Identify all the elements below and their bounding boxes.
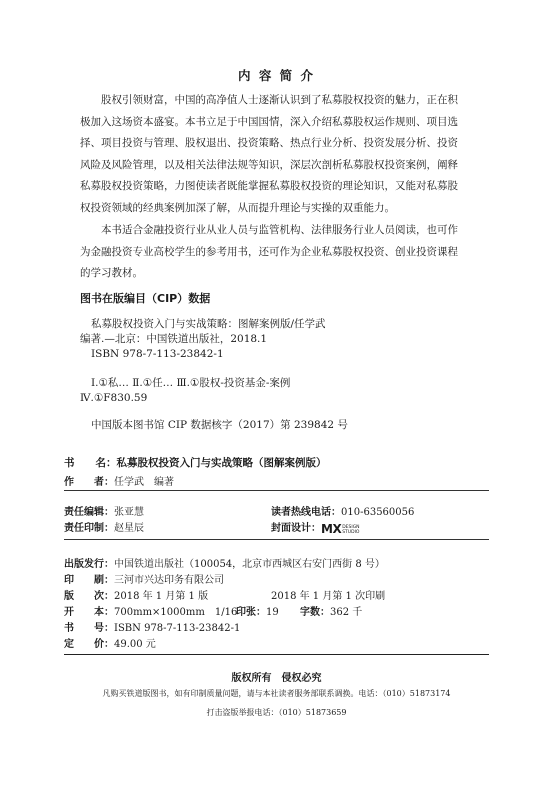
printing-value: 2018 年 1 月第 1 次印刷 <box>271 591 386 602</box>
book-author-value: 任学武 编著 <box>114 477 174 488</box>
book-title-row <box>64 455 327 470</box>
book-author-row <box>64 473 174 488</box>
intro-line: 本书适合金融投资行业从业人员与监管机构、法律服务行业人员阅读，也可作 <box>101 224 458 236</box>
format-value: 700mm×1000mm 1/16 <box>114 607 238 618</box>
cip-heading: 图书在版编目（CIP）数据 <box>80 292 211 305</box>
isbn-row <box>64 619 240 634</box>
edition-label: 版 次： <box>64 591 114 602</box>
anti-piracy-hotline: 打击盗版举报电话：（010）51873659 <box>206 708 347 717</box>
price-label: 定 价： <box>64 639 114 650</box>
intro-paragraph-2 <box>80 220 473 285</box>
publisher-label: 出版发行： <box>64 559 114 570</box>
cip-line: ISBN 978-7-113-23842-1 <box>91 348 224 360</box>
publisher-value: 中国铁道出版社（100054，北京市西城区右安门西街 8 号） <box>114 559 385 570</box>
quality-note: 凡购买铁道版图书，如有印制质量问题，请与本社读者服务部联系调换。电话：（010）51873174 <box>102 689 451 698</box>
divider <box>64 654 489 655</box>
sheets-label: 印张： <box>236 607 266 618</box>
cip-line: 编著.—北京：中国铁道出版社，2018.1 <box>80 333 268 345</box>
divider <box>64 490 489 491</box>
book-title-value: 私募股权投资入门与实战策略（图解案例版） <box>116 457 327 469</box>
editor-row <box>64 503 144 518</box>
print-manager-label: 责任印制： <box>64 523 114 534</box>
publisher-row <box>64 555 385 570</box>
words-row <box>300 603 362 618</box>
printer-label: 印 刷： <box>64 575 114 586</box>
printer-value: 三河市兴达印务有限公司 <box>114 575 224 586</box>
isbn-value: ISBN 978-7-113-23842-1 <box>114 623 241 634</box>
sheets-row <box>236 603 279 618</box>
print-manager-row <box>64 519 144 534</box>
cip-number: 中国版本图书馆 CIP 数据核字（2017）第 239842 号 <box>91 419 348 431</box>
format-label: 开 本： <box>64 607 114 618</box>
divider <box>64 539 489 540</box>
intro-line: 择、项目投资与管理、股权退出、投资策略、热点行业分析、投资发展分析、投资 <box>80 137 458 150</box>
book-title-label: 书 名： <box>64 457 117 469</box>
page-title: 内 容 简 介 <box>237 68 316 83</box>
sheets-value: 19 <box>266 607 279 618</box>
editor-value: 张亚慧 <box>114 507 144 518</box>
hotline-label: 读者热线电话： <box>271 507 341 518</box>
cover-design-row <box>271 519 360 536</box>
editor-label: 责任编辑： <box>64 507 114 518</box>
intro-line: 权投资领域的经典案例加深了解，从而提升理论与实操的双重能力。 <box>80 201 395 214</box>
mx-design-studio-logo: MXDESIGN STUDIO <box>321 521 360 536</box>
words-label: 字数： <box>300 607 330 618</box>
hotline-value: 010-63560056 <box>341 507 415 518</box>
printer-row <box>64 571 224 586</box>
intro-line: 为金融投资专业高校学生的参考用书，还可作为企业私募股权投资、创业投资课程 <box>80 245 458 258</box>
intro-line: 风险及风险管理，以及相关法律法规等知识，深层次剖析私募股权投资案例，阐释 <box>80 158 458 171</box>
edition-row <box>64 587 208 602</box>
intro-paragraph-1 <box>80 90 473 220</box>
intro-line: 的学习教材。 <box>80 267 143 280</box>
intro-line: 股权引领财富，中国的高净值人士逐渐认识到了私募股权投资的魅力，正在积 <box>101 94 458 106</box>
intro-line: 私募股权投资策略，力图使读者既能掌握私募股权投资的理论知识，又能对私募股 <box>80 180 458 193</box>
hotline-row <box>271 503 414 518</box>
words-value: 362 千 <box>330 607 363 618</box>
format-row <box>64 603 237 618</box>
cip-line: Ⅰ.①私… Ⅱ.①任… Ⅲ.①股权-投资基金-案例 <box>91 377 291 389</box>
price-value: 49.00 元 <box>114 639 156 650</box>
price-row <box>64 635 156 650</box>
cip-line: Ⅳ.①F830.59 <box>80 392 148 404</box>
edition-value: 2018 年 1 月第 1 版 <box>114 591 209 602</box>
book-author-label: 作 者： <box>64 477 114 488</box>
intro-line: 极加入这场资本盛宴。本书立足于中国国情，深入介绍私募股权运作规则、项目选 <box>80 115 458 128</box>
isbn-label: 书 号： <box>64 623 114 634</box>
copyright-notice: 版权所有 侵权必究 <box>231 673 322 684</box>
cip-line: 私募股权投资入门与实战策略：图解案例版/任学武 <box>91 318 326 330</box>
cover-design-label: 封面设计： <box>271 523 321 534</box>
print-manager-value: 赵星辰 <box>114 523 144 534</box>
